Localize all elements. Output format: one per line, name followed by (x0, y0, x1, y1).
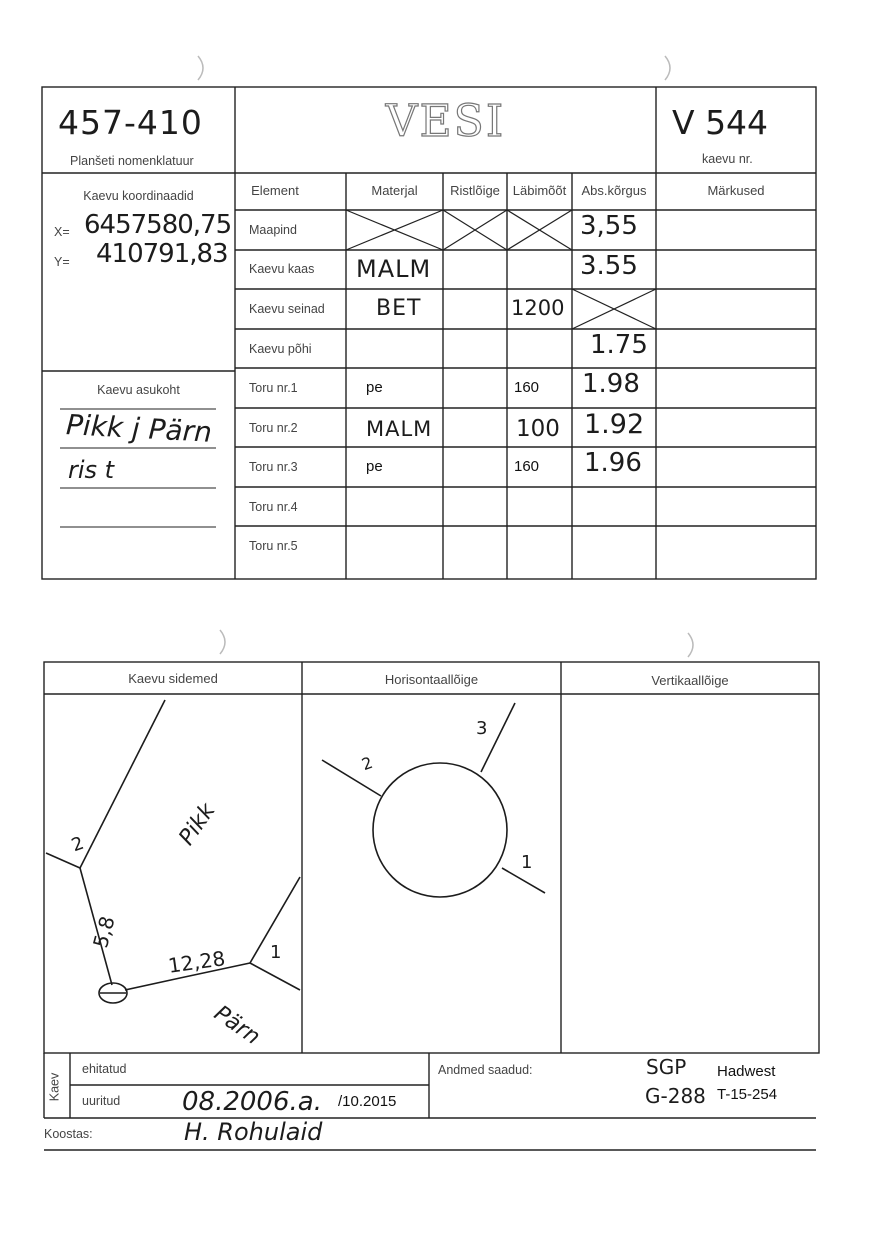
built-label: ehitatud (82, 1062, 127, 1076)
table-row-element: Toru nr.4 (249, 500, 298, 514)
table-cell-material: pe (366, 379, 383, 396)
pipe-label-3: 3 (476, 718, 488, 739)
col-header-element: Element (251, 183, 299, 198)
table-cell-height: 1.75 (590, 330, 648, 360)
x-label: X= (54, 225, 70, 239)
table-cell-diameter: 160 (514, 458, 540, 475)
horizontal-section-sketch (322, 703, 545, 897)
col-header-diameter: Läbimõõt (512, 183, 567, 198)
ties-header: Kaevu sidemed (128, 671, 218, 686)
col-header-cross-section: Ristlõige (450, 183, 500, 198)
y-label: Y= (54, 255, 70, 269)
data-source-hand-1: SGP (646, 1055, 687, 1079)
well-number: V 544 (672, 103, 769, 142)
tie-distance-1: 5,8 (88, 913, 120, 951)
updated-label: uuritud (82, 1094, 121, 1108)
table-row-element: Toru nr.5 (249, 539, 298, 553)
table-cell-material: BET (376, 296, 422, 321)
table-row-element: Toru nr.1 (249, 381, 298, 395)
data-source-label: Andmed saadud: (438, 1063, 533, 1077)
x-coordinate: 6457580,75 (84, 210, 232, 240)
table-cell-diameter: 100 (516, 416, 560, 442)
tie-mark-2: 2 (68, 832, 87, 857)
data-source-typed-2: T-15-254 (717, 1086, 778, 1103)
street-label-pikk: Pikk (174, 798, 221, 851)
table-cell-height: 3,55 (580, 211, 638, 241)
tie-mark-1: 1 (270, 942, 282, 963)
compiled-by-label: Koostas: (44, 1127, 93, 1141)
pipe-label-2: 2 (359, 752, 376, 775)
well-number-label: kaevu nr. (702, 152, 753, 166)
coordinates-label: Kaevu koordinaadid (83, 189, 194, 203)
table-row-element: Maapind (249, 223, 297, 237)
table-cell-diameter: 1200 (511, 296, 565, 320)
table-row-element: Toru nr.3 (249, 460, 298, 474)
map-sheet-label: Planšeti nomenklatuur (70, 154, 194, 168)
data-source-typed-1: Hadwest (717, 1063, 776, 1080)
col-header-abs-height: Abs.kõrgus (581, 183, 647, 198)
data-source-hand-2: G-288 (645, 1084, 706, 1108)
col-header-notes: Märkused (707, 183, 765, 198)
table-cell-height: 1.96 (584, 448, 642, 478)
form-title: VESI (385, 96, 506, 147)
y-coordinate: 410791,83 (96, 239, 228, 269)
street-label-parn: Pärn (209, 1000, 265, 1051)
table-cell-material: MALM (356, 255, 432, 283)
updated-date-typed: /10.2015 (338, 1093, 397, 1110)
map-sheet-number: 457-410 (58, 103, 203, 142)
table-cell-diameter: 160 (514, 379, 540, 396)
table-cell-material: MALM (366, 417, 433, 441)
table-row-element: Kaevu kaas (249, 262, 315, 276)
compiled-by-signature: H. Rohulaid (184, 1118, 323, 1146)
pipe-label-1: 1 (521, 852, 533, 873)
kaev-label: Kaev (47, 1072, 62, 1102)
col-header-material: Materjal (371, 183, 418, 198)
vertical-section-header: Vertikaallõige (651, 673, 729, 688)
table-row-element: Toru nr.2 (249, 421, 298, 435)
table-cell-height: 1.92 (584, 409, 645, 440)
location-line-2: ris t (68, 456, 115, 484)
tie-distance-2: 12,28 (166, 946, 227, 978)
horizontal-section-header: Horisontaallõige (384, 672, 479, 687)
table-row-element: Kaevu põhi (249, 342, 312, 356)
updated-date: 08.2006.a. (182, 1087, 322, 1117)
table-row-element: Kaevu seinad (249, 302, 325, 316)
table-cell-height: 3.55 (580, 251, 638, 281)
table-cell-height: 1.98 (582, 369, 640, 399)
location-line-1: Pikk j Pärn (65, 408, 213, 449)
location-label: Kaevu asukoht (97, 383, 180, 397)
table-cell-material: pe (366, 458, 383, 475)
bottom-form-grid (44, 662, 819, 1150)
